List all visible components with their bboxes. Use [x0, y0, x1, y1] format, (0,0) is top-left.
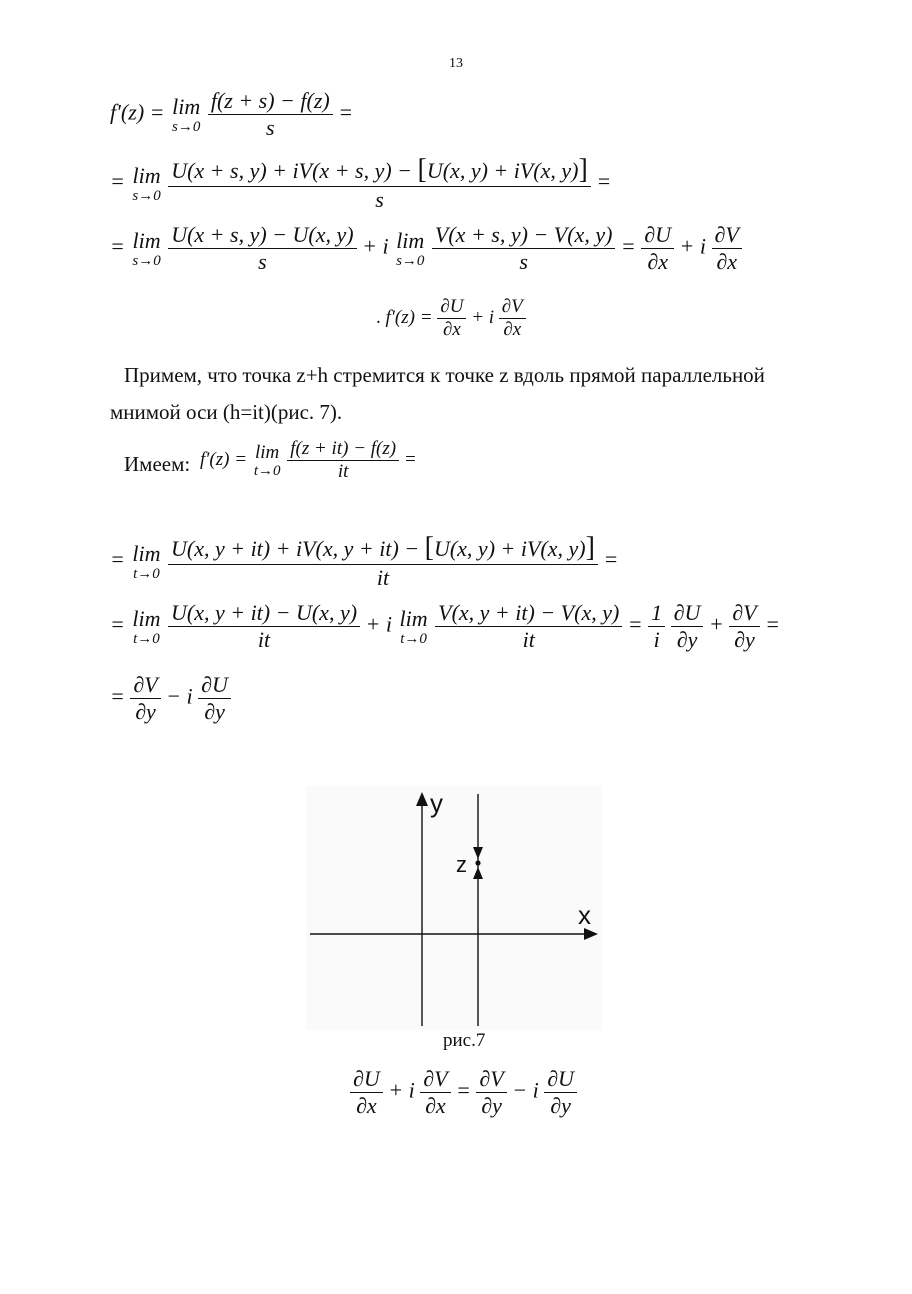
point-z — [475, 860, 480, 865]
paragraph-imeem: Имеем: — [124, 452, 191, 476]
equation-line-3: = lim s→0 $\frac{U(x + s, y) - U(x, y)}{s}$ + i lim s→0 $\frac{V(x + s, y) - V(x, y)}{s}$ = $\frac{\partial U}{\partial x}$ + i $\frac{\partial V}{\partial x}$ — [110, 222, 742, 275]
equation-line-6: = lim t→0 $\frac{U(x, y + it) - U(x, y)}{it}$ + i lim t→0 $\frac{V(x, y + it) - V(x, y)}{it}$ = $\frac{1}{i}$ $\frac{\partial U}{\partial y}$ + $\frac{\partial V}{\partial y}$ = — [110, 600, 780, 652]
z-label: z — [456, 852, 467, 877]
y-label: y — [430, 788, 443, 818]
page-number: 13 — [449, 56, 463, 71]
equation-line-5: = lim t→0 $\frac{U(x, y + it) + iV(x, y + it) - [U(x, y) + iV(x, y)]}{it}$ = — [110, 532, 619, 590]
paragraph-line-1: Примем, что точка z+h стремится к точке z вдоль прямой параллельной — [124, 363, 765, 387]
figure-caption: рис.7 — [443, 1030, 486, 1051]
x-label: x — [578, 900, 591, 930]
figure-7 — [306, 786, 602, 1030]
equation-cauchy-riemann: $\frac{\partial U}{\partial x}$ + i $\frac{\partial V}{\partial x}$ = $\frac{\partial V}{\partial y}$ − i $\frac{\partial U}{\partial y}$ — [350, 1066, 577, 1119]
equation-line-4: f′(z) = lim t→0 $\frac{f(z + it) - f(z)}{it}$ = — [200, 438, 417, 482]
paragraph-line-2: мнимой оси (h=it)(рис. 7). — [110, 400, 343, 424]
equation-result-1: . f′(z) = $\frac{\partial U}{\partial x}$ + i $\frac{\partial V}{\partial x}$ — [376, 296, 526, 341]
equation-line-2: = lim s→0 $\frac{U(x + s, y) + iV(x + s, y) - [U(x, y) + iV(x, y)]}{s}$ = — [110, 154, 612, 212]
equation-line-1: f′(z) = lim s→0 $\frac{f(z + s) - f(z)}{s}$ = — [110, 88, 354, 140]
equation-line-7: = $\frac{\partial V}{\partial y}$ − i $\frac{\partial U}{\partial y}$ — [110, 672, 231, 725]
